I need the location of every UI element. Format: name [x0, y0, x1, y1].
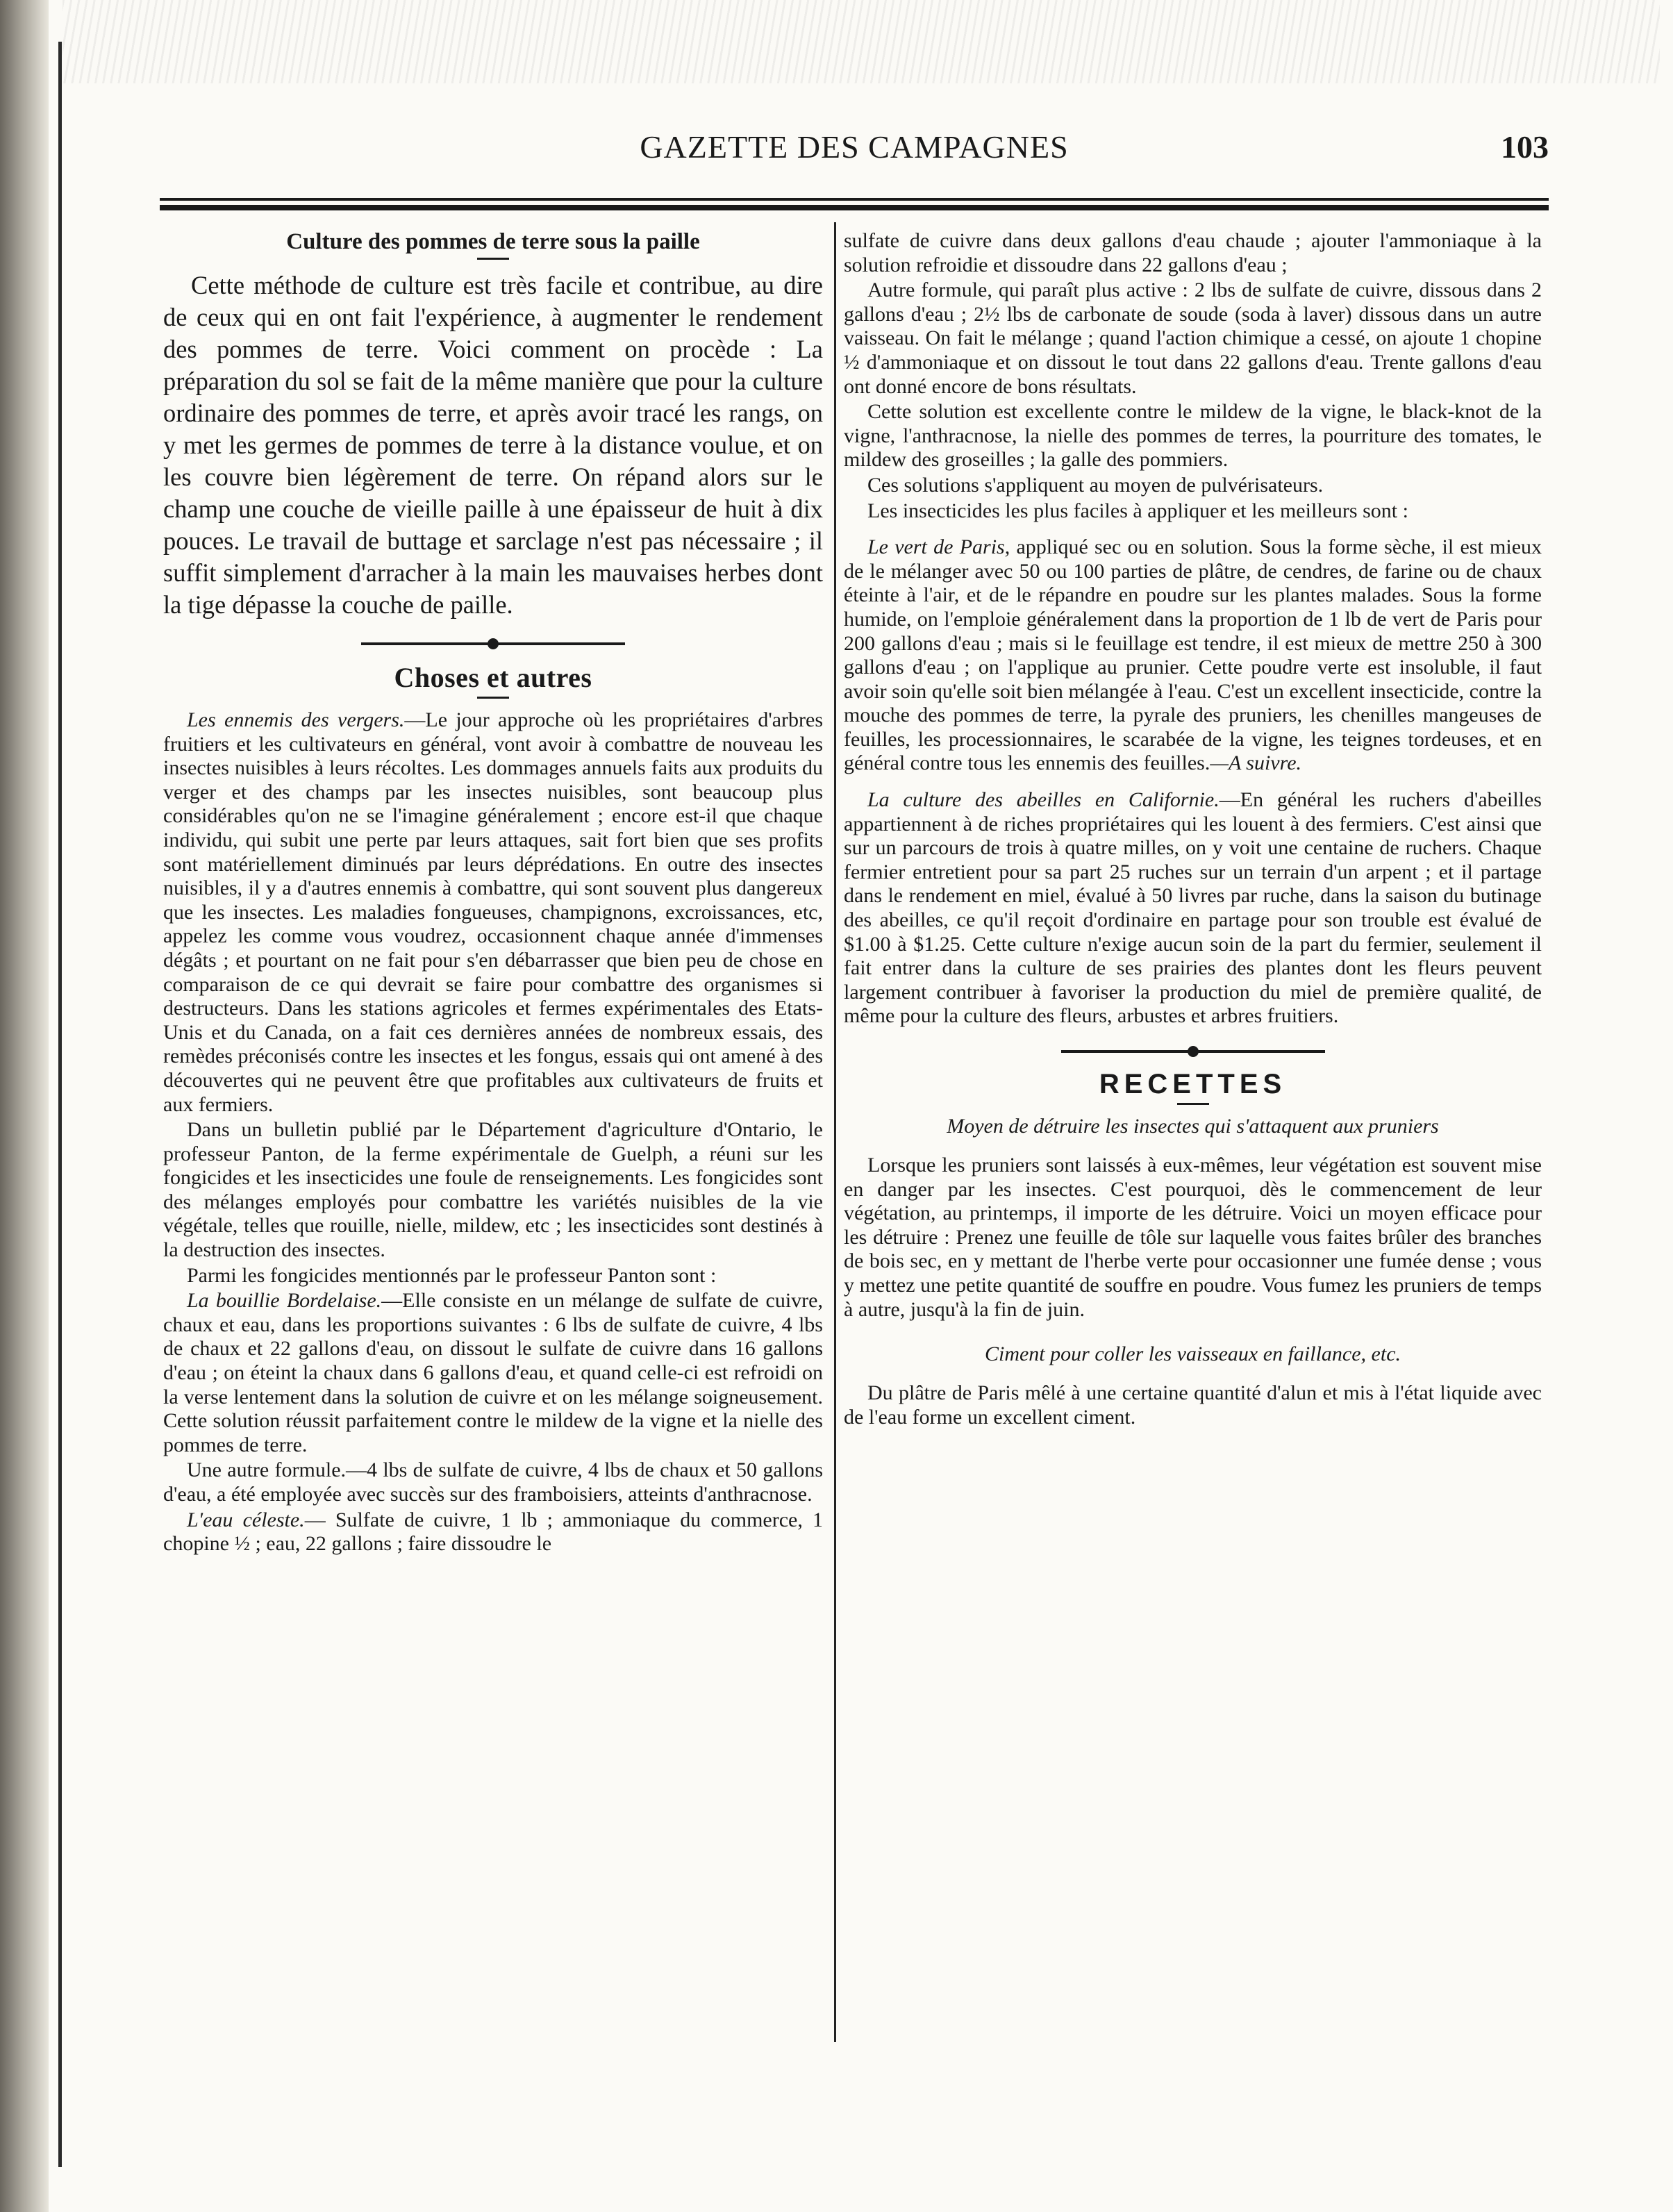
to-be-continued: —A suivre.	[1210, 751, 1302, 775]
paragraph-eau-celeste	[163, 1508, 823, 1556]
paragraph-lead: L'eau céleste.	[187, 1508, 305, 1531]
recipe-title-ciment: Ciment pour coller les vaisseaux en faillance, etc.	[984, 1342, 1401, 1366]
paragraph-autre-formule: Une autre formule.—4 lbs de sulfate de cuivre, 4 lbs de chaux et 50 gallons d'eau, a été employée avec succès sur des framboisiers, atteints d'anthracnose.	[163, 1458, 823, 1506]
title-dash	[477, 697, 509, 699]
paragraph-lead: La bouillie Bordelaise.	[187, 1289, 382, 1313]
article-title-pommes-de-terre: Culture des pommes de terre sous la paille	[286, 229, 700, 254]
recipe-body-pruniers: Lorsque les pruniers sont laissés à eux-mêmes, leur végétation est souvent mise en danger par les insectes. C'est pourquoi, dès le commencement de leur végétation, au printemps, il importe de les détruire. Voici un moyen efficace pour les détruire : Prenez une feuille de tôle sur laquelle vous faites brûler des branches de bois sec, en y mettant de l'herbe verte pour occasionner une fumée dense ; vous y mettez une petite quantité de souffre en poudre. Vous fumez les pruniers de temps à autre, jusqu'à la fin de juin.	[844, 1154, 1542, 1321]
paragraph-text: appliqué sec ou en solution. Sous la forme sèche, il est mieux de le mélanger avec 50 ou 100 parties de plâtre, de cendres, de farine ou de chaux éteinte à l'air, et de le répandre en poudre sur les plantes malades. Sous la forme humide, on l'emploie généralement dans la proportion de 1 lb de vert de Paris pour 200 gallons d'eau ; mais si le feuillage est tendre, il est mieux de mettre 250 à 300 gallons d'eau ; on l'applique au prunier. Cette poudre verte est insoluble, il faut avoir soin qu'elle soit bien mélangée à l'eau. C'est un excellent insecticide, contre la mouche des pommes de terre, la pyrale des pruniers, les chenilles mangeuses de feuilles, les processionnaires, le scarabée de la vigne, les teignes tordeuses, et en général contre tous les ennemis des feuilles.	[844, 535, 1542, 775]
section-ornament	[1061, 1044, 1325, 1059]
paragraph-text: —Elle consiste en un mélange de sulfate de cuivre, chaux et eau, dans les proportions suivantes : 6 lbs de sulfate de cuivre, 4 lbs de chaux et 22 gallons d'eau, on dissout le sulfate de cuivre dans 16 gallons d'eau ; on éteint la chaux dans 6 gallons d'eau, et quand celle-ci est refroidi on la verse lentement dans la solution de cuivre et on les mélange soigneusement. Cette solution réussit parfaitement contre le mildew de la vigne et la nielle des pommes de terre.	[163, 1289, 823, 1456]
column-divider	[834, 222, 836, 2042]
paragraph-continuation: sulfate de cuivre dans deux gallons d'eau chaude ; ajouter l'ammoniaque à la solution refroidie et dissoudre dans 22 gallons d'eau ;	[844, 229, 1542, 276]
running-header	[160, 128, 1549, 184]
title-dash	[477, 258, 509, 260]
page-binding-edge	[0, 0, 49, 2212]
header-rule-thick	[160, 205, 1549, 210]
paragraph-pulverisateurs: Ces solutions s'appliquent au moyen de pulvérisateurs.	[867, 473, 1324, 497]
journal-title: GAZETTE DES CAMPAGNES	[640, 129, 1069, 165]
paragraph-fongicides: Parmi les fongicides mentionnés par le professeur Panton sont :	[187, 1263, 717, 1287]
paragraph-lead: Les ennemis des vergers.	[187, 708, 405, 731]
paragraph-text: —En général les ruchers d'abeilles appartiennent à de riches propriétaires qui les louent à des fermiers. C'est ainsi que sur un parcours de trois à quatre milles, on y voit une centaine de ruchers. Chaque fermier entretient pour sa part 25 ruches sur un terrain d'un arpent ; et il partage dans le rendement en miel, évalué à 50 livres par ruche, dans la saison du butinage des abeilles, ce qu'il reçoit d'ordinaire en partage pour son trouble est évalué de $1.00 à $1.25. Cette culture n'exige aucun soin de la part du fermier, seulement il fait entrer dans la culture de ses prairies des plantes dont les fleurs peuvent largement contribuer à favoriser la production du miel de première qualité, de même pour la culture des fleurs, arbustes et arbres fruitiers.	[844, 788, 1542, 1028]
recipe-title-pruniers: Moyen de détruire les insectes qui s'attaquent aux pruniers	[947, 1115, 1439, 1138]
paragraph-lead: Le vert de Paris,	[867, 535, 1010, 559]
left-column	[163, 229, 823, 2049]
paragraph-insecticides: Les insecticides les plus faciles à appliquer et les meilleurs sont :	[867, 499, 1408, 522]
paragraph-autre-formule-2: Autre formule, qui paraît plus active : 2 lbs de sulfate de cuivre, dissous dans 2 gallons d'eau ; 2½ lbs de carbonate de soude (soda à laver) dissous dans un autre vaisseau. On fait le mélange ; quand l'action chimique a cessé, on ajoute 1 chopine ½ d'ammoniaque et on dissout le tout dans 22 gallons d'eau. Trente gallons d'eau ont donné encore de bons résultats.	[844, 278, 1542, 398]
recipe-body-ciment: Du plâtre de Paris mêlé à une certaine quantité d'alun et mis à l'état liquide avec de l'eau forme un excellent ciment.	[844, 1381, 1542, 1429]
article-body-pommes-de-terre: Cette méthode de culture est très facile et contribue, au dire de ceux qui en ont fait l'expérience, à augmenter le rendement des pommes de terre. Voici comment on procède : La préparation du sol se fait de la même manière que pour la culture ordinaire des pommes de terre, et après avoir tracé les rangs, on y met les germes de pommes de terre à la distance voulue, et on les couvre bien légèrement de terre. On répand alors sur le champ une couche de vieille paille à une épaisseur de huit à dix pouces. Le travail de buttage et sarclage n'est pas nécessaire ; il suffit simplement d'arracher à la main les mauvaises herbes dont la tige dépasse la couche de paille.	[163, 271, 823, 619]
right-column	[844, 229, 1542, 2049]
paragraph-ennemis-vergers	[163, 708, 823, 1117]
paper-speckle	[63, 0, 1660, 83]
article-title-choses-et-autres: Choses et autres	[394, 662, 592, 693]
paragraph-text: —Le jour approche où les propriétaires d'arbres fruitiers et les cultivateurs en général, vont avoir à combattre de nouveau les insectes nuisibles à leurs récoltes. Les dommages annuels faits aux produits du verger et des champs par les insectes nuisibles, sont beaucoup plus considérables qu'on ne se l'imagine généralement ; encore est-il que chaque individu, qui subit une perte par leurs attaques, sait fort bien que ses profits sont matériellement diminués par leurs déprédations. En outre des insectes nuisibles, il y a d'autres ennemis à combattre, qui sont souvent plus dangereux que les insectes. Les maladies fongueuses, champignons, excroissances, etc, appelez les comme vous voudrez, occasionnent chaque année d'immenses dégâts ; et pourtant on ne fait pour s'en débarrasser que bien peu de chose en comparaison de ce qui devrait se faire pour combattre des organismes si destructeurs. Dans les stations agricoles et fermes expérimentales des Etats-Unis et du Canada, on a fait ces dernières années de nombreux essais, des remèdes préconisés contre les insectes et les fongus, essais qui ont amené à des découvertes qui ne peuvent être que profitables aux cultivateurs de fruits et aux fermiers.	[163, 708, 823, 1116]
binding-rule	[58, 42, 62, 2167]
section-title-recettes: RECETTES	[1099, 1069, 1287, 1099]
paragraph-bulletin: Dans un bulletin publié par le Département d'agriculture d'Ontario, le professeur Panton, de la ferme expérimentale de Guelph, a réuni sur les fongicides et les insecticides une foule de renseignements. Les fongicides sont des mélanges employés pour combattre les variétés nuisibles de la vie végétale, telles que rouille, nielle, mildew, etc ; les insecticides sont destinés à la destruction des insectes.	[163, 1118, 823, 1262]
header-rule-thin	[160, 198, 1549, 201]
paragraph-abeilles	[844, 788, 1542, 1029]
paragraph-bouillie	[163, 1289, 823, 1457]
title-dash	[1177, 1103, 1209, 1105]
paragraph-text: — Sulfate de cuivre, 1 lb ; ammoniaque du commerce, 1 chopine ½ ; eau, 22 gallons ; faire dissoudre le	[163, 1508, 823, 1556]
paragraph-vert-de-paris	[844, 535, 1542, 776]
paragraph-solution-excellente: Cette solution est excellente contre le mildew de la vigne, le black-knot de la vigne, l'anthracnose, la nielle des pommes de terres, la pourriture des tomates, le mildew des groseilles ; la galle des pommiers.	[844, 400, 1542, 472]
paragraph-lead: La culture des abeilles en Californie.	[867, 788, 1220, 812]
page-number: 103	[1501, 129, 1549, 165]
section-ornament	[361, 636, 625, 651]
